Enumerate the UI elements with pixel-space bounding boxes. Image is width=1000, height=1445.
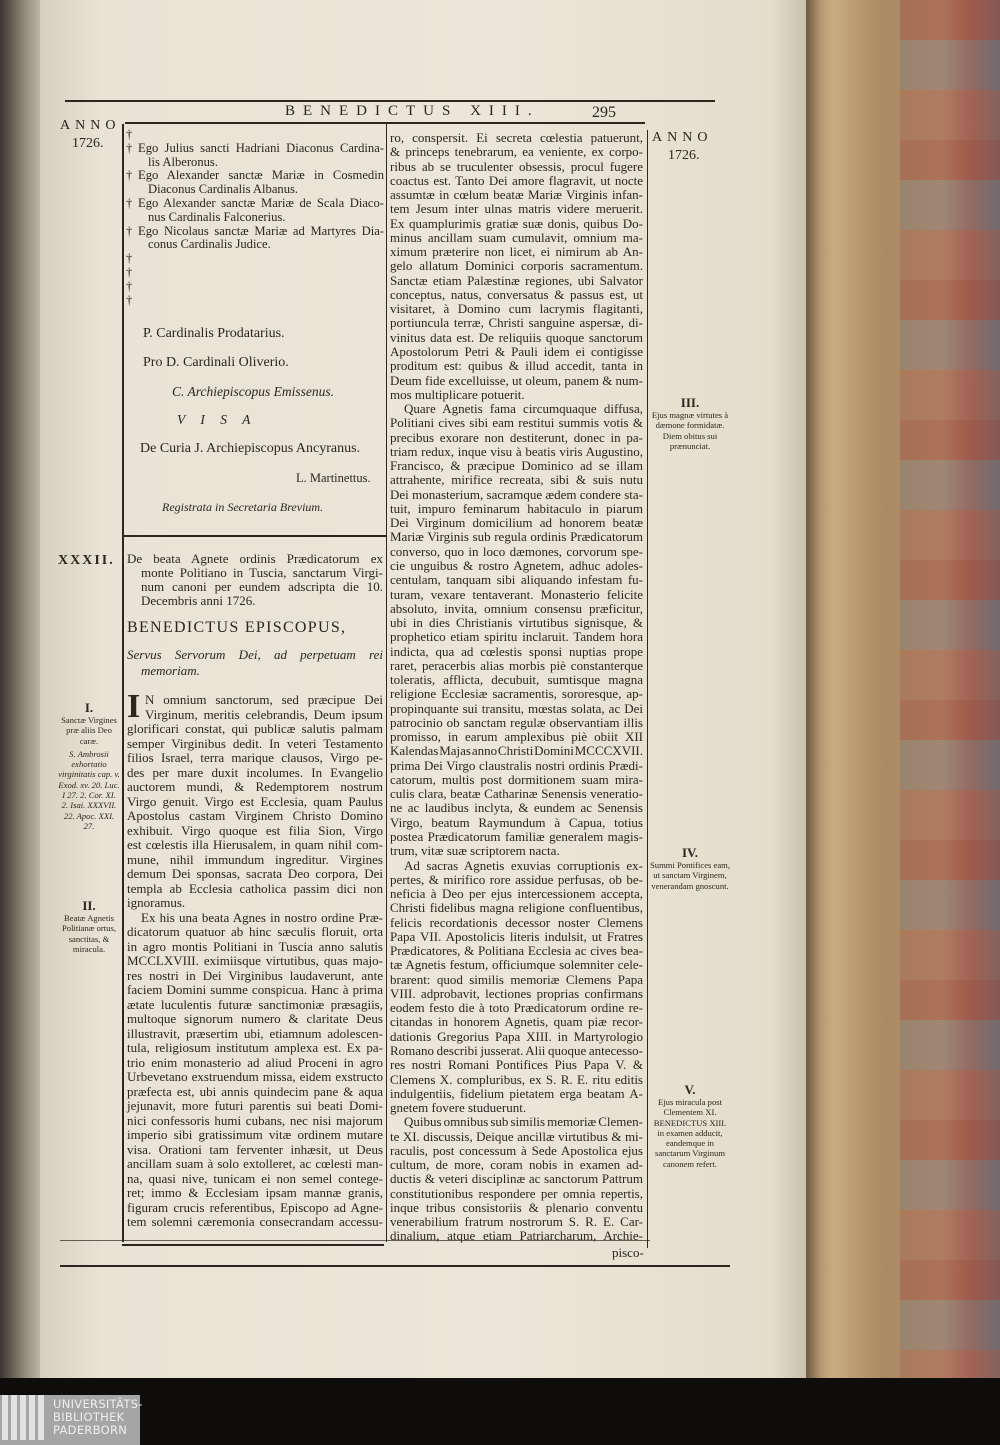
- body-line: Quare Agnetis fama circumquaque diffusa,: [404, 401, 643, 417]
- body-line: ribus ab se truculenter obsessis, procul fugere: [390, 158, 643, 174]
- body-line: figuram crucis referentibus, Episcopo ad Agne-: [127, 1199, 383, 1215]
- body-line: VIII. adprobavit, lectiones proprias confirmans: [390, 985, 643, 1001]
- body-line: jejunavit, more futuri parentis sui beati Domi-: [127, 1098, 383, 1113]
- body-line: tula, religiosum institutum amplexa est. Ex pa-: [127, 1040, 383, 1055]
- body-line: Ex quamplurimis gratiæ suæ donis, quibus Do-: [390, 215, 643, 231]
- margin-note-text: Ejus magnæ virtutes à dæmone formidatæ. Diem obitus sui prænunciat.: [651, 410, 729, 451]
- body-line: dinalium, atque etiam Patriarcharum, Archie-: [390, 1228, 643, 1244]
- body-line: citandas in honorem Agnetis, quam piæ recor-: [390, 1014, 643, 1030]
- body-line: Sanctæ etiam Palæstinæ regiones, ubi Salvator: [390, 272, 643, 288]
- summary-line: monte Politiano in Tuscia, sanctarum Virgi-: [141, 565, 383, 580]
- body-line: na, quasi nive, tunicam ei non semel contege-: [127, 1170, 383, 1186]
- body-line: pertes, & mirifico rore assidue perfusas, ob be-: [390, 871, 643, 887]
- page-number: 295: [592, 104, 616, 121]
- signature-entry: [126, 280, 384, 294]
- body-line: gelo allatum Dominici corporis sacramentum.: [390, 258, 643, 274]
- margin-note-number: IV.: [681, 845, 699, 860]
- body-line: imperio sibi gratissimum vitæ ordinem mutare: [127, 1127, 383, 1142]
- margin-note-text: Beatæ Agnetis Politianæ ortus, sanctitas, & miracula.: [62, 913, 116, 954]
- body-line: Christi fidelibus magna religione confluentibus,: [390, 900, 643, 916]
- body-line: Ad sacras Agnetis exuvias corruptionis ex-: [404, 857, 643, 873]
- cross-icon: †: [126, 140, 133, 155]
- cross-icon: †: [126, 264, 133, 279]
- document-summary: [127, 552, 383, 608]
- margin-note-3: [650, 395, 730, 451]
- body-line: turam, vexare tentaverant. Monasterio felicite: [390, 586, 643, 602]
- cross-icon: †: [126, 127, 133, 141]
- servus-line: Servus Servorum Dei, ad perpetuam rei: [127, 647, 383, 662]
- body-line: des per mare duxit incolumes. In Evangelio: [127, 764, 383, 780]
- body-line: auctorem mundi, & Redemptorem nostrum: [127, 779, 383, 794]
- body-line: gnetem fovere studuerunt.: [390, 1100, 527, 1116]
- body-line: Dei monasterium, sacramque ædem condere sta-: [390, 486, 643, 502]
- body-line: indicta, qua ad cœlestis sponsi nuptias prope: [390, 643, 643, 659]
- running-head-title: BENEDICTUS XIII.: [285, 103, 540, 119]
- logo-bars-icon: [0, 1395, 48, 1445]
- body-line: ubi in dies Christianis virtutibus signisque, &: [390, 615, 643, 631]
- body-line: attrahente, mirifice recreata, sibi & suis nutu: [390, 472, 643, 488]
- body-line: proditum est: quibus & illud accedit, tanta in: [390, 358, 643, 374]
- body-line: absoluto, invita, omnium consensu præficitur,: [390, 600, 643, 616]
- signature-line: Ego Alexander sanctæ Mariæ de Scala Diaco-: [138, 195, 384, 210]
- body-line: minus ancillam suam cumulavit, omnium ma-: [390, 229, 643, 245]
- prodatarius-line: P. Cardinalis Prodatarius.: [143, 326, 285, 341]
- body-line: patrocinio ob sanctam regulæ observantiam illis: [390, 714, 643, 730]
- body-line: triam redux, inque visu à beatis viris Augustino,: [390, 443, 643, 459]
- body-line: semper Virginibus dedit. In veteri Testamento: [127, 735, 383, 751]
- body-line: propinquante sui transitu, mœstas solata, ac Dei: [390, 700, 643, 716]
- margin-note-4: [650, 845, 730, 891]
- margin-note-number: V.: [684, 1082, 696, 1097]
- body-line: neficia à Deo per ejus intercessionem accepta,: [390, 886, 643, 902]
- body-line: tæ Agnetis festum, officiumque solemniter cele-: [390, 957, 643, 973]
- visa-line: V I S A: [177, 412, 257, 427]
- section-rule: [122, 535, 386, 537]
- body-line: promisso, in earum amplexibus piè obiit XII: [390, 729, 643, 745]
- body-line: res nostri Romani Pontifices Pius Papa V. &: [390, 1057, 643, 1073]
- body-line: Apostolorum Petri & Pauli idem ei contigisse: [390, 343, 643, 359]
- signature-entry: [126, 142, 384, 170]
- cross-icon: †: [126, 168, 133, 183]
- body-line: trum, vitæ suæ scriptorem nacta.: [390, 843, 560, 859]
- body-line: filios Israel, terra marique clausos, Virgo pe-: [127, 750, 383, 765]
- body-line: inque tribus consistoriis & plenario conventu: [390, 1199, 643, 1215]
- pro-oliverio-line: Pro D. Cardinali Oliverio.: [143, 355, 289, 370]
- logo-line-1: UNIVERSITÄTS-: [53, 1397, 143, 1411]
- body-line: eodem festo die à toto Prædicatorum ordine re-: [390, 1000, 643, 1016]
- top-rule: [65, 100, 715, 102]
- body-line: MCCLXVIII. eximiisque virtutibus, quas majo-: [127, 953, 383, 968]
- summary-line: num canoni per eundem adscripta die 10.: [141, 579, 383, 594]
- body-line: Virgo, beatum Raymundum à Capua, totius: [390, 814, 643, 830]
- body-line: raret, peracerbis alias morbis piè constanterque: [390, 657, 643, 673]
- cross-icon: †: [126, 195, 133, 210]
- signature-line: Ego Alexander sanctæ Mariæ in Cosmedin: [138, 168, 384, 183]
- body-line: nici confessoris humi cubans, nec nisi majorum: [127, 1112, 383, 1128]
- document-heading: BENEDICTUS EPISCOPUS,: [127, 619, 347, 636]
- body-line: Apostolus castam Virginem Christo Domino: [127, 808, 383, 823]
- body-line: ret; immo & Ecclesiam ipsam mannæ granis,: [127, 1185, 383, 1200]
- body-line: Virgo genuit. Virgo est Ecclesia, quam Paulus: [127, 793, 383, 809]
- document-number: XXXII.: [58, 553, 115, 568]
- body-line: precibus exorare non destiterunt, donec in pa-: [390, 429, 643, 445]
- body-line: ætate luculentis futuræ sanctimoniæ præsagiis,: [127, 996, 383, 1012]
- body-line: Romano describi jusserat. Alii quoque antecesso-: [390, 1043, 643, 1058]
- body-line: & princeps tenebrarum, ea veniente, ex corpo-: [390, 144, 643, 160]
- body-line: prophetico etiam spiritu inclaruit. Tandem hora: [390, 629, 643, 645]
- scan-background: [0, 1378, 1000, 1445]
- body-line: religione Ecclesiæ sacramentis, sororesque, ap-: [390, 686, 643, 702]
- body-line: brarent: quod similis memoriæ Clemens Papa: [390, 971, 643, 987]
- body-line: faciem Domini summe conspicua. Hanc à prima: [127, 982, 383, 997]
- body-line: te XI. discussis, Deique ancillæ virtutibus & mi-: [390, 1128, 643, 1144]
- body-line: in agro montis Politiani in Tuscia anno salutis: [127, 938, 383, 954]
- catchword: pisco-: [612, 1245, 644, 1260]
- body-line: est cœlestis illa Hierusalem, in quam nihil com-: [127, 837, 383, 852]
- head-rule: [125, 122, 645, 124]
- right-column-rule: [647, 130, 648, 1248]
- body-line: templa ab Ecclesia catholica passim dici non: [127, 880, 383, 896]
- signature-entry: [126, 252, 384, 266]
- body-line: assumtæ in cœlum beatæ Mariæ Virginis infan-: [390, 187, 643, 203]
- year-left: 1726.: [72, 136, 104, 151]
- signature-line: lis Alberonus.: [148, 154, 218, 169]
- curia-line: De Curia J. Archiepiscopus Ancyranus.: [140, 441, 361, 456]
- martinettus-line: L. Martinettus.: [296, 471, 371, 485]
- book-fore-edge-marbling: [900, 0, 1000, 1380]
- body-line: Dei Virginum domicilium ad honorem beatæ: [390, 515, 643, 531]
- body-line: demum Dei sponsas, sacrata Deo corpora, Dei: [127, 866, 383, 881]
- cross-icon: †: [126, 278, 133, 293]
- left-column-rule: [122, 124, 124, 1242]
- right-column-body: [390, 131, 643, 1244]
- margin-note-text: Summi Pontifices eam, ut sanctam Virginem, venerandam gnoscunt.: [650, 860, 730, 891]
- margin-note-reference: S. Ambrosii exhortatio virginitatis cap. v. Exod. xv. 20. Luc. I 27. 2. Cor. XI. 2. Isai. XXXVII. 22. Apoc. XXI. 27.: [58, 748, 120, 831]
- body-line: dicatorum quatuor ab hinc sæculis floruit, orta: [127, 924, 383, 939]
- bottom-rule-lower: [60, 1265, 730, 1267]
- archiepiscopus-line: C. Archiepiscopus Emissenus.: [172, 384, 334, 399]
- body-line: ximum præterire non licet, ei nimirum ab An-: [390, 244, 643, 260]
- center-column-rule: [386, 124, 387, 1242]
- body-line: Kalendas Majas anno Christi Domini MCCCXVII.: [390, 743, 643, 759]
- body-line: ro, conspersit. Ei secreta cœlestia patuerunt,: [390, 130, 643, 145]
- cross-icon: †: [126, 251, 133, 266]
- body-line: illustravit, præsertim ubi, etiamnum adolescen-: [127, 1025, 383, 1041]
- body-line: prima Dei Virgo claustralis nostri ordinis Prædi-: [390, 757, 643, 773]
- body-line: Papa VII. Apostolicis literis indulsit, ut Fratres: [390, 928, 643, 944]
- year-label-right: ANNO: [652, 130, 713, 145]
- margin-note-1: [58, 700, 120, 831]
- left-bottom-rule: [122, 1244, 384, 1246]
- body-line: cie unguibus & rostro Agnetem, adhuc adoles-: [390, 557, 643, 573]
- cross-icon: †: [126, 223, 133, 238]
- margin-note-5: [650, 1082, 730, 1169]
- body-line: exhibuit. Virgo quoque est filia Sion, Virgo: [127, 822, 383, 838]
- body-line: Deum fide excelluisse, ut oleum, panem & num-: [390, 372, 643, 388]
- body-line: ne ac laudibus inclyta, & eundem ac Senensis: [390, 800, 643, 816]
- body-line: multoque signorum numero & claritate Deus: [127, 1011, 383, 1026]
- body-line: toleratis, afflicta, decubuit, sumtisque magna: [390, 672, 643, 688]
- body-line: portiuncula terræ, Christi sanguine aspersæ, di-: [390, 315, 643, 331]
- signature-line: Ego Julius sancti Hadriani Diaconus Cardina-: [138, 140, 384, 155]
- signature-line: Ego Nicolaus sanctæ Mariæ ad Martyres Dia-: [138, 223, 384, 238]
- body-line: trio enim monasterio ad aliud Proceni in agro: [127, 1054, 383, 1070]
- body-line: glorificari constat, qui publicæ salutis palmam: [127, 721, 383, 736]
- body-line: mune, nihil immundum ingreditur. Virgines: [127, 851, 383, 867]
- cross-icon: †: [126, 292, 133, 307]
- body-line: conceptus, natus, conversatus & passus est, ut: [390, 286, 643, 302]
- signature-entry: [126, 128, 384, 142]
- signature-line: Diaconus Cardinalis Albanus.: [148, 182, 299, 197]
- body-line: ancillam suam à solo extolleret, ac cœlesti man-: [127, 1156, 383, 1171]
- year-label-left: ANNO: [60, 118, 121, 133]
- body-line: Prædicatores, & Politiana Ecclesia ac cives bea-: [390, 943, 643, 959]
- left-column-body: [127, 693, 383, 1230]
- summary-line: Decembris anni 1726.: [141, 593, 256, 608]
- signature-entry: [126, 197, 384, 225]
- body-line: N omnium sanctorum, sed præcipue Dei: [145, 692, 383, 707]
- signature-entry: [126, 225, 384, 253]
- logo-line-3: PADERBORN: [53, 1423, 128, 1437]
- drop-cap: I: [127, 688, 141, 725]
- body-line: felicis recordationis decessor noster Clemens: [390, 914, 643, 930]
- body-line: Politiani cives sibi eam restitui summis votis &: [390, 415, 643, 431]
- body-line: Mariæ Virginis sub regula ordinis Prædicatorum: [390, 529, 643, 545]
- body-line: raculis, post concessum à Sede Apostolica ejus: [390, 1142, 643, 1158]
- signature-line: nus Cardinalis Falconerius.: [148, 209, 286, 224]
- body-line: ductis & veteri disciplinæ ac sanctorum Pattrum: [390, 1171, 643, 1187]
- body-line: centulam, tanquam sibi aliquando infestam fu-: [390, 572, 643, 588]
- margin-note-number: II.: [82, 898, 96, 913]
- margin-note-number: I.: [84, 700, 94, 715]
- body-line: catorum, multis post dormitionem suam mira-: [390, 771, 643, 787]
- body-line: cultum, de more, coram nobis in examen ad-: [390, 1157, 643, 1173]
- body-line: culis clara, beatæ Catharinæ Senensis veneratio-: [390, 786, 643, 802]
- body-line: Clemens X. compluribus, ex S. R. E. ritu editis: [390, 1071, 643, 1087]
- body-line: Ex his una beata Agnes in nostro ordine Præ-: [141, 909, 383, 925]
- body-line: Quibus omnibus sub similis memoriæ Clemen-: [404, 1114, 643, 1130]
- registrata-line: Registrata in Secretaria Brevium.: [162, 500, 324, 514]
- logo-line-2: BIBLIOTHEK: [53, 1410, 125, 1424]
- body-line: mos multiplicare potuerit.: [390, 386, 525, 402]
- library-watermark-logo: [0, 1395, 143, 1445]
- body-line: tem solemni cæremonia consecrandam accessu-: [127, 1214, 383, 1229]
- margin-note-text: Ejus miracula post Clementem XI. BENEDICTUS XIII. in examen adducit, eandemque in sanctarum Virginum canonem refert.: [653, 1097, 727, 1169]
- body-line: visa. Orationi tam ferventer inhæsit, ut Deus: [127, 1141, 383, 1157]
- body-line: tem Jesum inter ulnas matris videre meruerit.: [390, 201, 643, 217]
- body-line: converso, quo in loco dæmones, corvorum spe-: [390, 543, 643, 559]
- body-line: Virginum, meritis celebrandis, Deum ipsum: [145, 706, 383, 722]
- margin-note-number: III.: [680, 395, 700, 410]
- body-line: vinitus data est. De reliquiis quoque sanctorum: [390, 329, 643, 345]
- signature-line: conus Cardinalis Judice.: [148, 237, 271, 252]
- signatures-block: [126, 128, 384, 307]
- signature-entry: [126, 169, 384, 197]
- body-line: res nostri in Dei Virginibus laudaverunt, ante: [127, 967, 383, 983]
- year-right: 1726.: [668, 148, 700, 163]
- body-line: coactus est. Tanto Dei amore flagravit, ut nocte: [390, 172, 643, 188]
- signature-entry: [126, 266, 384, 280]
- body-line: constitutionibus respondere per omnia repertis,: [390, 1185, 643, 1201]
- margin-note-2: [58, 898, 120, 954]
- body-line: venerabilium fratrum nostrorum S. R. E. Car-: [390, 1214, 643, 1230]
- body-line: præfecta est, ubi annis quindecim pane & aqua: [127, 1083, 383, 1099]
- servus-servorum: [127, 647, 383, 679]
- servus-line: memoriam.: [141, 663, 200, 678]
- body-line: dationis Gregorius Papa XIII. in Martyrologio: [390, 1028, 643, 1044]
- body-line: Francisco, & præcipue Dominico ad se illam: [390, 458, 643, 474]
- body-line: Urbevetano exstruendum missa, eidem exstructo: [127, 1069, 383, 1084]
- body-line: indulgentiis, fidelium pietatem erga beatam A-: [390, 1085, 643, 1101]
- body-line: tuit, impuro feminarum habitaculo in piarum: [390, 500, 643, 516]
- body-line: visitaret, à Domino cum lacrymis flagitanti,: [390, 301, 643, 317]
- margin-note-text: Sanctæ Virgines præ aliis Deo caræ.: [61, 715, 117, 746]
- summary-line: De beata Agnete ordinis Prædicatorum ex: [127, 551, 383, 566]
- signature-entry: [126, 294, 384, 308]
- body-line: postea Prædicatorum familiæ generalem magis-: [390, 829, 643, 845]
- body-line: ignoramus.: [127, 895, 186, 910]
